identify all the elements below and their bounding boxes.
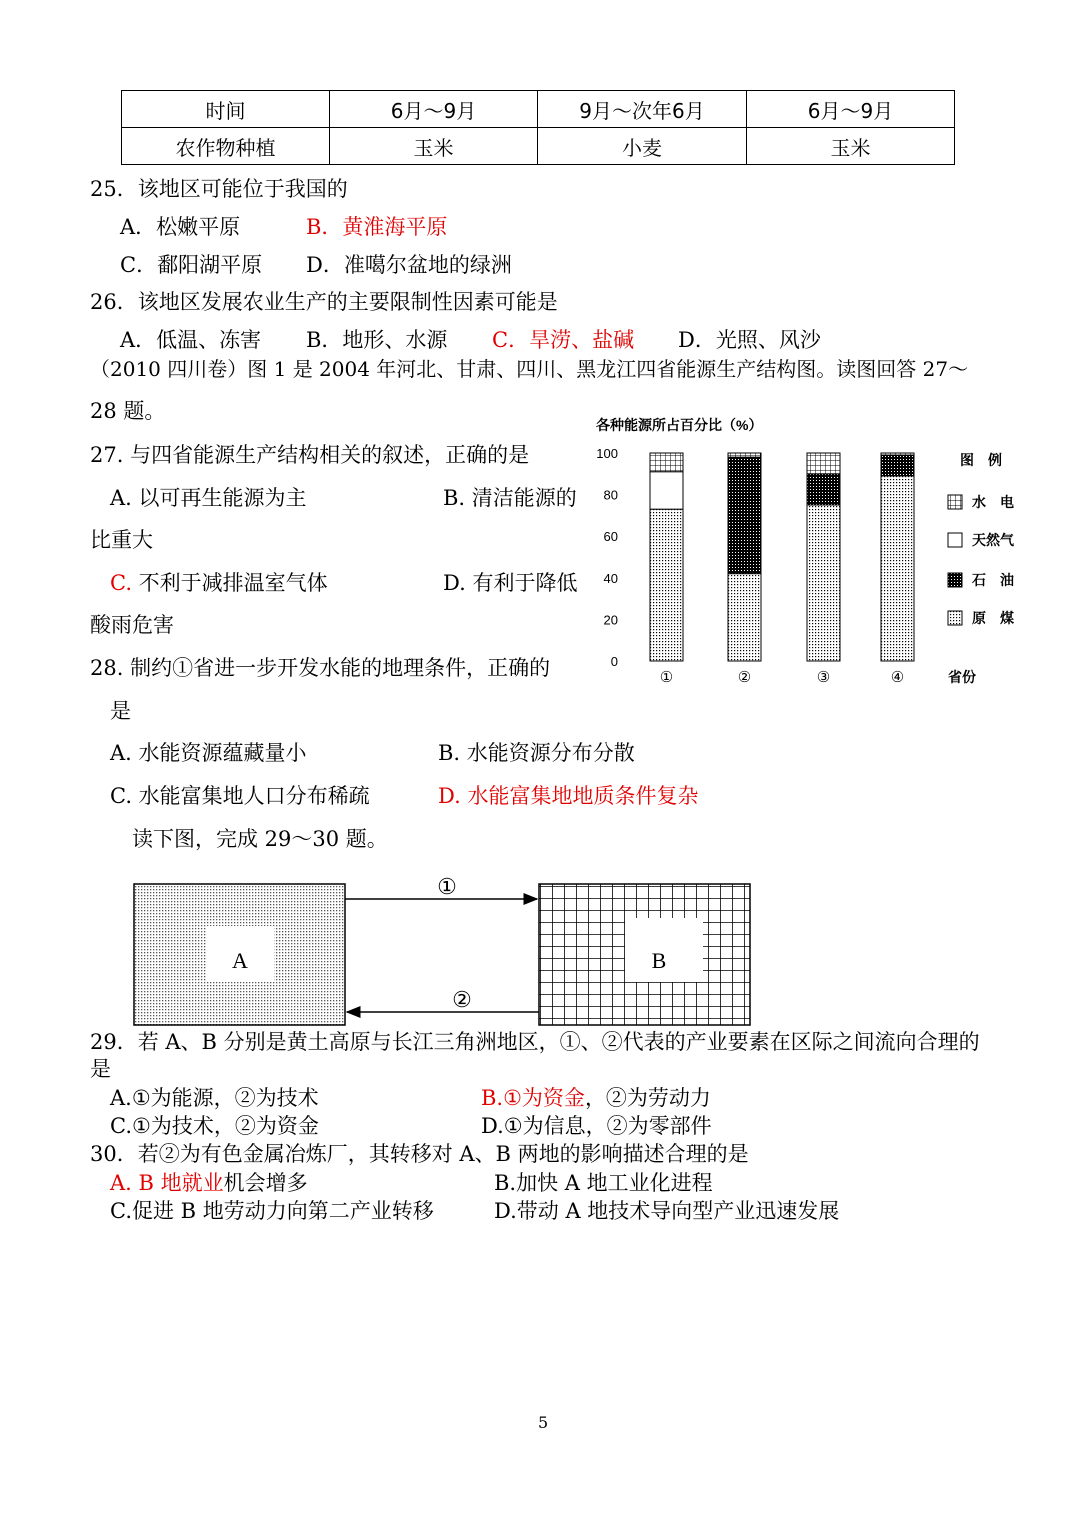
question-26-option-a: A．低温、冻害 xyxy=(120,328,262,352)
energy-structure-chart xyxy=(590,410,1040,695)
flow-diagram xyxy=(120,862,770,1032)
x-tick-label: ③ xyxy=(816,669,831,686)
table-cell: 小麦 xyxy=(538,128,747,165)
intro-29-30: 读下图，完成 29～30 题。 xyxy=(132,827,388,851)
question-30-option-b: B.加快 A 地工业化进程 xyxy=(494,1171,713,1195)
question-25-stem: 25．该地区可能位于我国的 xyxy=(90,177,348,201)
question-29-option-b xyxy=(481,1085,711,1111)
question-28-stem-line2: 是 xyxy=(110,699,131,723)
table-cell: 6月～9月 xyxy=(747,91,955,128)
question-26-option-b: B．地形、水源 xyxy=(306,328,448,352)
table-cell: 玉米 xyxy=(747,128,955,165)
bar-segment xyxy=(728,574,761,661)
question-25-option-a: A．松嫩平原 xyxy=(120,215,241,239)
flow-arrow-2-label: ② xyxy=(452,987,472,1012)
question-27-option-b-part1: B. 清洁能源的 xyxy=(443,486,577,510)
bar-segment xyxy=(807,453,840,474)
x-tick-label: ② xyxy=(737,669,752,686)
x-tick-label: ④ xyxy=(890,669,905,686)
answer-text: A. B 地就业 xyxy=(110,1171,224,1195)
question-28-option-c: C. 水能富集地人口分布稀疏 xyxy=(110,784,370,808)
bar-segment xyxy=(650,509,683,661)
y-tick-label: 60 xyxy=(603,529,618,545)
y-tick-label: 0 xyxy=(610,654,618,669)
intro-27-28-line1: （2010 四川卷）图 1 是 2004 年河北、甘肃、四川、黑龙江四省能源生产结构图。读图回答 27～ xyxy=(90,357,969,381)
bar-segment xyxy=(650,453,683,472)
legend-label: 水 电 xyxy=(972,494,1014,510)
question-29-stem-line2: 是 xyxy=(90,1057,111,1081)
option-text: 不利于减排温室气体 xyxy=(132,571,328,595)
y-tick-label: 20 xyxy=(603,612,618,628)
question-28-option-a: A. 水能资源蕴藏量小 xyxy=(110,741,307,765)
question-30-option-d: D.带动 A 地技术导向型产业迅速发展 xyxy=(494,1199,840,1223)
intro-27-28-line2: 28 题。 xyxy=(90,399,166,423)
y-tick-label: 80 xyxy=(603,487,618,503)
answer-letter: C. xyxy=(110,571,132,595)
answer-text: B.①为资金 xyxy=(481,1086,585,1110)
flow-arrow-1-label: ① xyxy=(437,874,457,899)
y-tick-label: 100 xyxy=(596,446,618,461)
question-26-stem: 26．该地区发展农业生产的主要限制性因素可能是 xyxy=(90,290,558,314)
question-29-option-a: A.①为能源，②为技术 xyxy=(110,1086,319,1110)
question-25-option-b: B．黄淮海平原 xyxy=(306,215,448,239)
question-27-option-b-part2: 比重大 xyxy=(90,528,153,552)
question-26-option-c: C．旱涝、盐碱 xyxy=(492,328,635,352)
question-30-option-a xyxy=(110,1170,308,1196)
question-27-option-a: A. 以可再生能源为主 xyxy=(110,486,307,510)
question-25-option-d: D．准噶尔盆地的绿洲 xyxy=(306,253,512,277)
question-27-stem: 27. 与四省能源生产结构相关的叙述，正确的是 xyxy=(90,443,530,467)
legend-swatch xyxy=(948,573,962,587)
bar-segment xyxy=(728,453,761,457)
table-cell: 6月～9月 xyxy=(330,91,538,128)
question-28-option-b: B. 水能资源分布分散 xyxy=(438,741,635,765)
table-cell: 农作物种植 xyxy=(122,128,330,165)
table-row xyxy=(122,128,955,165)
question-28-stem-line1: 28. 制约①省进一步开发水能的地理条件，正确的 xyxy=(90,656,551,680)
bar-segment xyxy=(881,476,914,661)
legend-label: 原 煤 xyxy=(972,610,1014,626)
legend-swatch xyxy=(948,495,962,509)
question-25-option-c: C．鄱阳湖平原 xyxy=(120,253,263,277)
table-row xyxy=(122,91,955,128)
option-text: 机会增多 xyxy=(223,1171,308,1195)
region-a-label: A xyxy=(232,948,248,973)
option-text: ，②为劳动力 xyxy=(584,1086,711,1110)
legend-swatch xyxy=(948,611,962,625)
question-29-option-d: D.①为信息，②为零部件 xyxy=(481,1114,712,1138)
question-30-option-c: C.促进 B 地劳动力向第二产业转移 xyxy=(110,1199,434,1223)
page-number: 5 xyxy=(538,1413,549,1432)
table-cell: 时间 xyxy=(122,91,330,128)
question-27-option-d-part1: D. 有利于降低 xyxy=(443,571,578,595)
bar-segment xyxy=(650,472,683,509)
legend-label: 石 油 xyxy=(972,572,1014,588)
bar-segment xyxy=(881,453,914,455)
bar-segment xyxy=(728,457,761,573)
x-axis-label: 省份 xyxy=(948,669,976,685)
question-27-option-c xyxy=(110,570,328,596)
crop-table xyxy=(121,90,955,165)
legend-label: 天然气 xyxy=(972,532,1014,548)
table-cell: 9月～次年6月 xyxy=(538,91,747,128)
question-26-option-d: D．光照、风沙 xyxy=(678,328,821,352)
legend-swatch xyxy=(948,533,962,547)
bar-segment xyxy=(807,474,840,505)
table-cell: 玉米 xyxy=(330,128,538,165)
x-tick-label: ① xyxy=(659,669,674,686)
chart-title: 各种能源所占百分比（%） xyxy=(596,417,763,433)
question-27-option-d-part2: 酸雨危害 xyxy=(90,613,174,637)
question-28-option-d: D. 水能富集地地质条件复杂 xyxy=(438,784,699,808)
bar-segment xyxy=(807,505,840,661)
region-b-label: B xyxy=(651,948,667,973)
question-29-option-c: C.①为技术，②为资金 xyxy=(110,1114,319,1138)
legend-title: 图 例 xyxy=(960,452,1002,468)
question-30-stem: 30．若②为有色金属冶炼厂，其转移对 A、B 两地的影响描述合理的是 xyxy=(90,1142,749,1166)
y-tick-label: 40 xyxy=(603,570,618,586)
bar-segment xyxy=(881,455,914,476)
question-29-stem-line1: 29．若 A、B 分别是黄土高原与长江三角洲地区，①、②代表的产业要素在区际之间流向合理的 xyxy=(90,1030,980,1054)
